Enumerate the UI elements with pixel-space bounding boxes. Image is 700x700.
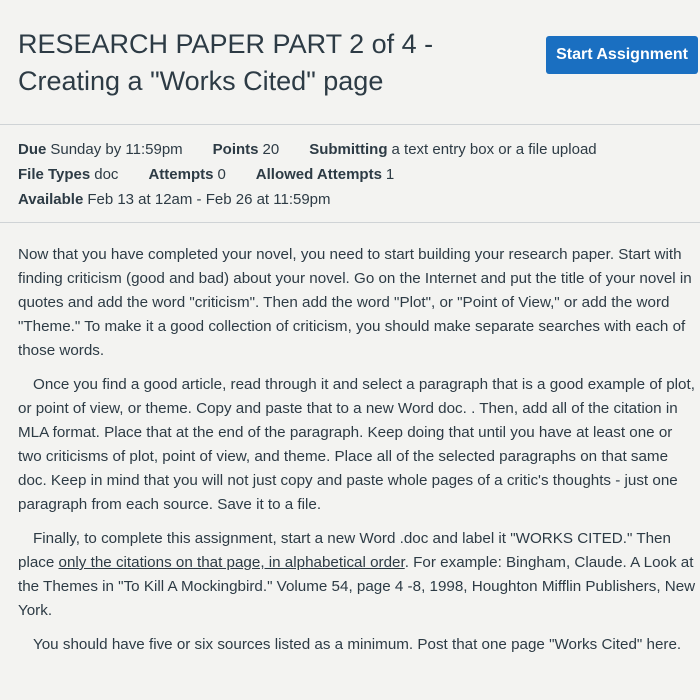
available-value: Feb 13 at 12am - Feb 26 at 11:59pm <box>87 191 331 208</box>
paragraph-3-end: . For example: Bingham, Claude. A Look at the Themes in "To Kill A Mockingbird." Volume 54, page 4 -8, 1998, Houghton Mifflin Publishers, New York. <box>18 554 696 619</box>
submitting-value: a text entry box or a file upload <box>391 141 597 158</box>
file-types-label: File Types <box>18 166 91 183</box>
attempts-label: Attempts <box>148 166 214 183</box>
assignment-details <box>18 137 698 212</box>
file-types-value: doc <box>94 166 119 183</box>
available-label: Available <box>18 191 84 208</box>
divider-bottom <box>0 222 700 223</box>
assignment-title <box>18 26 518 100</box>
title-line-2: Creating a "Works Cited" page <box>18 66 384 96</box>
details-row-1 <box>18 137 698 162</box>
due-label: Due <box>18 141 47 158</box>
points-value: 20 <box>262 141 280 158</box>
description-paragraph-3 <box>18 527 696 623</box>
allowed-attempts-label: Allowed Attempts <box>255 166 382 183</box>
due-value: Sunday by 11:59pm <box>50 141 183 158</box>
points-label: Points <box>212 141 259 158</box>
divider-top <box>0 124 700 125</box>
paragraph-3-start: Finally, to complete this assignment, start a new Word .doc and label it "WORKS CITED." Then place <box>18 530 671 571</box>
description-paragraph-2: Once you find a good article, read through it and select a paragraph that is a good example of plot, or point of view, or theme. Copy and paste that to a new Word doc. . Then, add all of the citation in MLA format. Place that at the end of the paragraph. Keep doing that until you have at least one or two criticisms of plot, point of view, and theme. Place all of the selected paragraphs on that same doc. Keep in mind that you will not just copy and paste whole pages of a critic's thoughts - just one paragraph from each source. Save it to a file. <box>18 376 695 513</box>
title-line-1: RESEARCH PAPER PART 2 of 4 - <box>18 29 434 59</box>
start-assignment-button[interactable]: Start Assignment <box>546 36 698 74</box>
attempts-value: 0 <box>217 166 226 183</box>
description-paragraph-4: You should have five or six sources listed as a minimum. Post that one page "Works Cited" here. <box>33 636 682 653</box>
description-paragraph-1: Now that you have completed your novel, you need to start building your research paper. Start with finding criticism (good and bad) about your novel. Go on the Internet and put the title of your novel in quotes and add the word "criticism". Then add the word "Plot", or "Point of View," or add the word "Theme." To make it a good collection of criticism, you should make separate searches with each of those words. <box>18 246 692 359</box>
assignment-description <box>18 243 696 667</box>
details-row-2 <box>18 162 698 187</box>
details-row-3 <box>18 187 698 212</box>
submitting-label: Submitting <box>309 141 388 158</box>
allowed-attempts-value: 1 <box>385 166 395 183</box>
paragraph-3-underlined: only the citations on that page, in alphabetical order <box>58 554 405 571</box>
